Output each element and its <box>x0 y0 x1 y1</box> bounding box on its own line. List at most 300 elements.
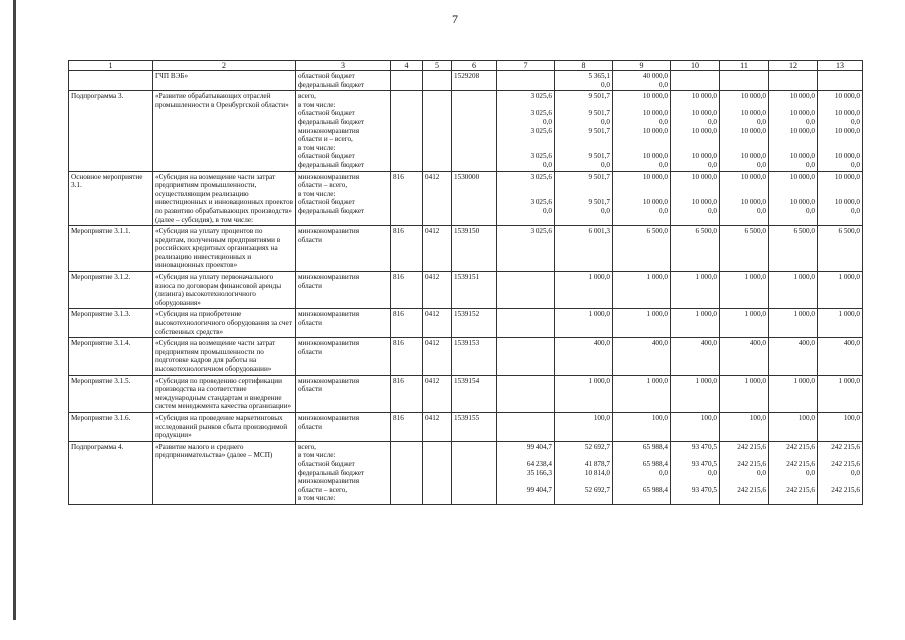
amount-cell-8 <box>555 226 613 272</box>
row-executor <box>296 338 391 375</box>
amount-value: 10 000,0 <box>789 152 815 161</box>
table-row <box>69 71 863 91</box>
amount-value: 1 000,0 <box>744 310 766 319</box>
amount-value <box>499 81 552 90</box>
row-rzpr <box>423 441 452 504</box>
row-grbs <box>391 71 423 91</box>
amount-cell-10 <box>671 91 720 171</box>
amount-value <box>820 72 860 81</box>
amount-value: 1 000,0 <box>588 310 610 319</box>
amount-cell-9 <box>613 441 671 504</box>
amount-value <box>557 494 610 503</box>
amount-cell-7 <box>497 441 555 504</box>
row-executor <box>296 171 391 226</box>
row-grbs: 816 <box>391 171 423 226</box>
amount-value: 1 000,0 <box>695 376 717 385</box>
row-grbs: 816 <box>391 375 423 412</box>
row-title: «Субсидия на возмещение части затрат предприятиям промышленности, осуществляющим реализацию инвестиционных и инновационных проектов по развитию обрабатывающих производств» (далее – субсидия), в том числе: <box>153 171 296 226</box>
amount-cell-13 <box>818 441 863 504</box>
amount-cell-8 <box>555 71 613 91</box>
amount-value: 0,0 <box>708 468 717 477</box>
amount-value: 10 000,0 <box>789 172 815 181</box>
amount-cell-12 <box>769 412 818 441</box>
amount-value: 0,0 <box>659 206 668 215</box>
row-title: «Субсидия на проведение маркетинговых исследований рынков сбыта производимой продукции» <box>153 412 296 441</box>
amount-value: 35 166,3 <box>526 468 552 477</box>
amount-value <box>499 377 552 386</box>
amount-value: 9 501,7 <box>588 198 610 207</box>
amount-value: 100,0 <box>651 413 668 422</box>
amount-value <box>722 72 766 81</box>
row-csr: 1539155 <box>452 412 497 441</box>
amount-cell-9 <box>613 71 671 91</box>
amount-value: 3 025,6 <box>530 152 552 161</box>
amount-value: 9 501,7 <box>588 109 610 118</box>
row-csr: 1539151 <box>452 272 497 309</box>
executor-line: области – всего, <box>298 181 348 190</box>
amount-cell-11 <box>720 309 769 338</box>
amount-cell-8 <box>555 412 613 441</box>
amount-cell-10 <box>671 272 720 309</box>
row-grbs <box>391 91 423 171</box>
amount-value <box>499 181 552 190</box>
amount-value: 64 238,4 <box>526 459 552 468</box>
amount-value: 0,0 <box>543 117 552 126</box>
amount-value: 10 000,0 <box>834 172 860 181</box>
amount-value: 6 001,3 <box>588 227 610 236</box>
amount-value <box>820 494 860 503</box>
row-code <box>69 71 153 91</box>
table-body <box>69 71 863 505</box>
amount-value: 0,0 <box>659 468 668 477</box>
executor-line: в том числе: <box>298 189 336 198</box>
amount-value <box>673 477 717 486</box>
amount-value: 10 000,0 <box>789 198 815 207</box>
amount-value <box>673 451 717 460</box>
amount-value: 0,0 <box>757 468 766 477</box>
row-rzpr: 0412 <box>423 226 452 272</box>
amount-value: 3 025,6 <box>530 92 552 101</box>
amount-cell-7 <box>497 171 555 226</box>
amount-cell-11 <box>720 226 769 272</box>
executor-line: области <box>298 235 323 244</box>
amount-value: 1 000,0 <box>588 273 610 282</box>
col-header-8: 8 <box>555 61 613 71</box>
amount-cell-10 <box>671 309 720 338</box>
amount-cell-7 <box>497 71 555 91</box>
row-title: «Субсидия на приобретение высокотехнологичного оборудования за счет собственных средств» <box>153 309 296 338</box>
amount-cell-10 <box>671 338 720 375</box>
table-row <box>69 375 863 412</box>
amount-value: 100,0 <box>700 413 717 422</box>
row-title: «Субсидия на уплату процентов по кредитам, полученным предприятиями в российских кредитных организациях на реализацию инвестиционных и инновационных проектов» <box>153 226 296 272</box>
amount-cell-9 <box>613 171 671 226</box>
amount-value <box>820 81 860 90</box>
amount-cell-9 <box>613 309 671 338</box>
amount-value: 242 215,6 <box>786 485 815 494</box>
table-row <box>69 171 863 226</box>
amount-value: 6 500,0 <box>695 227 717 236</box>
amount-value: 10 000,0 <box>789 109 815 118</box>
amount-value <box>499 414 552 423</box>
amount-value <box>499 273 552 282</box>
row-rzpr: 0412 <box>423 412 452 441</box>
amount-value: 1 000,0 <box>695 310 717 319</box>
amount-value <box>615 451 668 460</box>
executor-line: областной бюджет <box>298 459 355 468</box>
amount-cell-10 <box>671 412 720 441</box>
amount-value: 242 215,6 <box>831 459 860 468</box>
amount-value: 0,0 <box>851 117 860 126</box>
row-csr: 1529208 <box>452 71 497 91</box>
amount-cell-7 <box>497 309 555 338</box>
amount-value <box>771 72 815 81</box>
amount-value: 6 500,0 <box>646 227 668 236</box>
amount-value: 10 000,0 <box>642 152 668 161</box>
col-header-13: 13 <box>818 61 863 71</box>
amount-value: 10 000,0 <box>789 92 815 101</box>
amount-cell-13 <box>818 226 863 272</box>
amount-value <box>722 190 766 199</box>
table-row <box>69 309 863 338</box>
amount-value <box>557 181 610 190</box>
amount-value: 65 988,4 <box>642 485 668 494</box>
amount-value <box>557 451 610 460</box>
amount-value <box>673 101 717 110</box>
amount-cell-12 <box>769 91 818 171</box>
amount-value: 10 000,0 <box>740 92 766 101</box>
amount-value: 40 000,0 <box>642 72 668 80</box>
executor-line: области <box>298 281 323 290</box>
amount-value <box>499 190 552 199</box>
row-title: «Развитие обрабатывающих отраслей промышленности в Оренбургской области» <box>153 91 296 171</box>
amount-value: 3 025,6 <box>530 227 552 236</box>
row-code: Мероприятие 3.1.2. <box>69 272 153 309</box>
amount-value <box>557 101 610 110</box>
amount-value <box>557 190 610 199</box>
amount-cell-10 <box>671 375 720 412</box>
amount-value: 1 000,0 <box>838 310 860 319</box>
row-code: Мероприятие 3.1.5. <box>69 375 153 412</box>
amount-value <box>499 494 552 503</box>
row-code: Мероприятие 3.1.3. <box>69 309 153 338</box>
row-rzpr: 0412 <box>423 171 452 226</box>
col-header-5: 5 <box>423 61 452 71</box>
amount-value <box>722 144 766 153</box>
amount-value <box>771 101 815 110</box>
amount-value: 1 000,0 <box>793 273 815 282</box>
executor-line: федеральный бюджет <box>298 206 365 215</box>
amount-value: 3 025,6 <box>530 198 552 207</box>
row-rzpr: 0412 <box>423 375 452 412</box>
amount-value: 10 000,0 <box>642 198 668 207</box>
table-row <box>69 226 863 272</box>
amount-value <box>615 190 668 199</box>
amount-value: 10 000,0 <box>691 198 717 207</box>
amount-value: 242 215,6 <box>786 459 815 468</box>
amount-value: 10 000,0 <box>740 172 766 181</box>
amount-value: 1 000,0 <box>744 273 766 282</box>
executor-line: всего, <box>298 92 316 101</box>
amount-value: 65 988,4 <box>642 459 668 468</box>
amount-value <box>820 477 860 486</box>
amount-value <box>673 190 717 199</box>
amount-value: 242 215,6 <box>737 485 766 494</box>
col-header-9: 9 <box>613 61 671 71</box>
amount-value: 400,0 <box>651 339 668 348</box>
amount-value: 0,0 <box>543 160 552 169</box>
col-header-3: 3 <box>296 61 391 71</box>
executor-line: области и – всего, <box>298 135 353 144</box>
amount-cell-7 <box>497 226 555 272</box>
amount-value: 400,0 <box>843 339 860 348</box>
amount-value: 10 000,0 <box>642 92 668 101</box>
row-title: «Субсидия на уплату первоначального взноса по договорам финансовой аренды (лизинга) высокотехнологичного оборудования» <box>153 272 296 309</box>
amount-cell-11 <box>720 338 769 375</box>
amount-value: 0,0 <box>601 80 610 89</box>
table-row <box>69 441 863 504</box>
executor-line: областной бюджет <box>298 152 355 161</box>
amount-value: 242 215,6 <box>831 485 860 494</box>
amount-value <box>673 72 717 81</box>
row-executor <box>296 375 391 412</box>
row-grbs: 816 <box>391 309 423 338</box>
amount-value <box>771 81 815 90</box>
amount-value: 10 000,0 <box>691 126 717 135</box>
amount-value: 10 000,0 <box>740 126 766 135</box>
executor-line: федеральный бюджет <box>298 468 365 477</box>
amount-value: 0,0 <box>851 468 860 477</box>
amount-value: 0,0 <box>757 206 766 215</box>
amount-value <box>722 494 766 503</box>
amount-value: 52 692,7 <box>584 442 610 451</box>
amount-value <box>615 144 668 153</box>
amount-cell-9 <box>613 375 671 412</box>
amount-value: 400,0 <box>700 339 717 348</box>
amount-value <box>615 477 668 486</box>
amount-value: 10 000,0 <box>740 152 766 161</box>
amount-value: 93 470,5 <box>691 442 717 451</box>
amount-cell-10 <box>671 226 720 272</box>
amount-value <box>673 144 717 153</box>
amount-value <box>499 477 552 486</box>
col-header-6: 6 <box>452 61 497 71</box>
amount-value <box>499 310 552 319</box>
amount-value <box>722 135 766 144</box>
amount-value: 9 501,7 <box>588 92 610 101</box>
amount-value <box>820 101 860 110</box>
amount-cell-12 <box>769 338 818 375</box>
amount-value <box>557 477 610 486</box>
amount-value <box>673 494 717 503</box>
row-executor <box>296 272 391 309</box>
amount-value: 5 365,1 <box>588 72 610 80</box>
amount-value: 6 500,0 <box>793 227 815 236</box>
amount-value <box>820 144 860 153</box>
amount-cell-8 <box>555 91 613 171</box>
amount-cell-12 <box>769 171 818 226</box>
amount-cell-7 <box>497 338 555 375</box>
amount-value: 10 000,0 <box>834 198 860 207</box>
budget-table <box>68 60 863 505</box>
amount-value: 100,0 <box>593 413 610 422</box>
amount-value: 1 000,0 <box>793 376 815 385</box>
amount-value: 10 000,0 <box>834 152 860 161</box>
amount-value: 0,0 <box>543 206 552 215</box>
row-executor <box>296 441 391 504</box>
amount-value: 0,0 <box>601 160 610 169</box>
page-number: 7 <box>452 12 458 26</box>
executor-line: минэкономразвития <box>298 339 360 348</box>
amount-value <box>499 339 552 348</box>
amount-value <box>615 494 668 503</box>
amount-value: 10 000,0 <box>642 109 668 118</box>
table-row <box>69 91 863 171</box>
executor-line: минэкономразвития <box>298 172 360 181</box>
amount-value: 0,0 <box>659 160 668 169</box>
row-code: Основное мероприятие 3.1. <box>69 171 153 226</box>
amount-value <box>722 451 766 460</box>
amount-value: 10 000,0 <box>834 109 860 118</box>
amount-cell-11 <box>720 375 769 412</box>
amount-value: 10 000,0 <box>642 172 668 181</box>
amount-value <box>820 135 860 144</box>
amount-cell-9 <box>613 272 671 309</box>
executor-line: областной бюджет <box>298 72 355 80</box>
executor-line: областной бюджет <box>298 198 355 207</box>
row-grbs <box>391 441 423 504</box>
amount-cell-12 <box>769 226 818 272</box>
executor-line: всего, <box>298 442 316 451</box>
amount-cell-7 <box>497 91 555 171</box>
amount-cell-12 <box>769 375 818 412</box>
amount-value: 3 025,6 <box>530 126 552 135</box>
amount-cell-13 <box>818 171 863 226</box>
amount-value <box>820 181 860 190</box>
col-header-7: 7 <box>497 61 555 71</box>
row-code: Мероприятие 3.1.1. <box>69 226 153 272</box>
col-header-12: 12 <box>769 61 818 71</box>
col-header-11: 11 <box>720 61 769 71</box>
executor-line: области – всего, <box>298 485 348 494</box>
amount-value: 1 000,0 <box>646 310 668 319</box>
amount-value <box>771 190 815 199</box>
amount-cell-10 <box>671 441 720 504</box>
column-header-row <box>69 61 863 71</box>
amount-value: 0,0 <box>851 160 860 169</box>
amount-cell-9 <box>613 226 671 272</box>
amount-value: 0,0 <box>708 160 717 169</box>
amount-cell-12 <box>769 71 818 91</box>
row-executor <box>296 91 391 171</box>
row-executor <box>296 226 391 272</box>
table-row <box>69 338 863 375</box>
amount-value: 0,0 <box>806 468 815 477</box>
amount-value <box>499 101 552 110</box>
amount-value <box>557 144 610 153</box>
amount-value: 10 000,0 <box>740 109 766 118</box>
executor-line: области <box>298 422 323 431</box>
amount-cell-11 <box>720 91 769 171</box>
amount-cell-13 <box>818 272 863 309</box>
row-title: «Субсидия по проведению сертификации производства на соответствие международным стандартам и внедрение систем менеджмента качества организации» <box>153 375 296 412</box>
row-csr: 1539154 <box>452 375 497 412</box>
amount-cell-13 <box>818 91 863 171</box>
executor-line: в том числе: <box>298 100 336 109</box>
row-title: «Субсидия на возмещение части затрат предприятиям промышленности по подготовке кадров для работы на высокотехнологичном оборудовании» <box>153 338 296 375</box>
amount-value <box>615 135 668 144</box>
amount-value: 10 000,0 <box>642 126 668 135</box>
amount-value: 1 000,0 <box>838 273 860 282</box>
amount-value: 1 000,0 <box>588 376 610 385</box>
amount-cell-11 <box>720 441 769 504</box>
amount-value: 1 000,0 <box>646 376 668 385</box>
row-csr <box>452 91 497 171</box>
row-csr: 1539153 <box>452 338 497 375</box>
amount-cell-10 <box>671 71 720 91</box>
amount-cell-11 <box>720 71 769 91</box>
amount-value: 0,0 <box>806 160 815 169</box>
amount-value: 0,0 <box>659 80 668 89</box>
amount-cell-11 <box>720 272 769 309</box>
executor-line: минэкономразвития <box>298 126 360 135</box>
amount-value: 65 988,4 <box>642 442 668 451</box>
amount-cell-7 <box>497 375 555 412</box>
row-executor <box>296 71 391 91</box>
amount-value: 400,0 <box>749 339 766 348</box>
amount-value: 9 501,7 <box>588 152 610 161</box>
amount-value: 0,0 <box>757 160 766 169</box>
amount-value <box>722 477 766 486</box>
amount-value <box>771 477 815 486</box>
amount-value: 10 000,0 <box>740 198 766 207</box>
amount-value <box>499 72 552 81</box>
amount-cell-12 <box>769 309 818 338</box>
amount-value: 100,0 <box>798 413 815 422</box>
row-title: ГЧП ВЭБ» <box>153 71 296 91</box>
amount-cell-7 <box>497 412 555 441</box>
table-row <box>69 272 863 309</box>
amount-value <box>771 494 815 503</box>
amount-value <box>771 181 815 190</box>
amount-value: 10 000,0 <box>789 126 815 135</box>
amount-value: 1 000,0 <box>695 273 717 282</box>
amount-value: 3 025,6 <box>530 109 552 118</box>
row-code: Мероприятие 3.1.4. <box>69 338 153 375</box>
amount-value <box>615 181 668 190</box>
amount-value <box>771 144 815 153</box>
executor-line: минэкономразвития <box>298 477 360 486</box>
amount-cell-9 <box>613 91 671 171</box>
amount-value: 99 404,7 <box>526 485 552 494</box>
amount-cell-8 <box>555 309 613 338</box>
row-code: Подпрограмма 3. <box>69 91 153 171</box>
amount-cell-11 <box>720 412 769 441</box>
amount-value <box>820 190 860 199</box>
amount-value <box>615 101 668 110</box>
amount-value <box>499 451 552 460</box>
amount-value: 100,0 <box>843 413 860 422</box>
amount-value <box>499 135 552 144</box>
amount-cell-8 <box>555 441 613 504</box>
row-rzpr: 0412 <box>423 309 452 338</box>
executor-line: минэкономразвития <box>298 413 360 422</box>
amount-cell-13 <box>818 309 863 338</box>
executor-line: в том числе: <box>298 451 336 460</box>
amount-value: 99 404,7 <box>526 442 552 451</box>
amount-value: 242 215,6 <box>831 442 860 451</box>
executor-line: области <box>298 347 323 356</box>
